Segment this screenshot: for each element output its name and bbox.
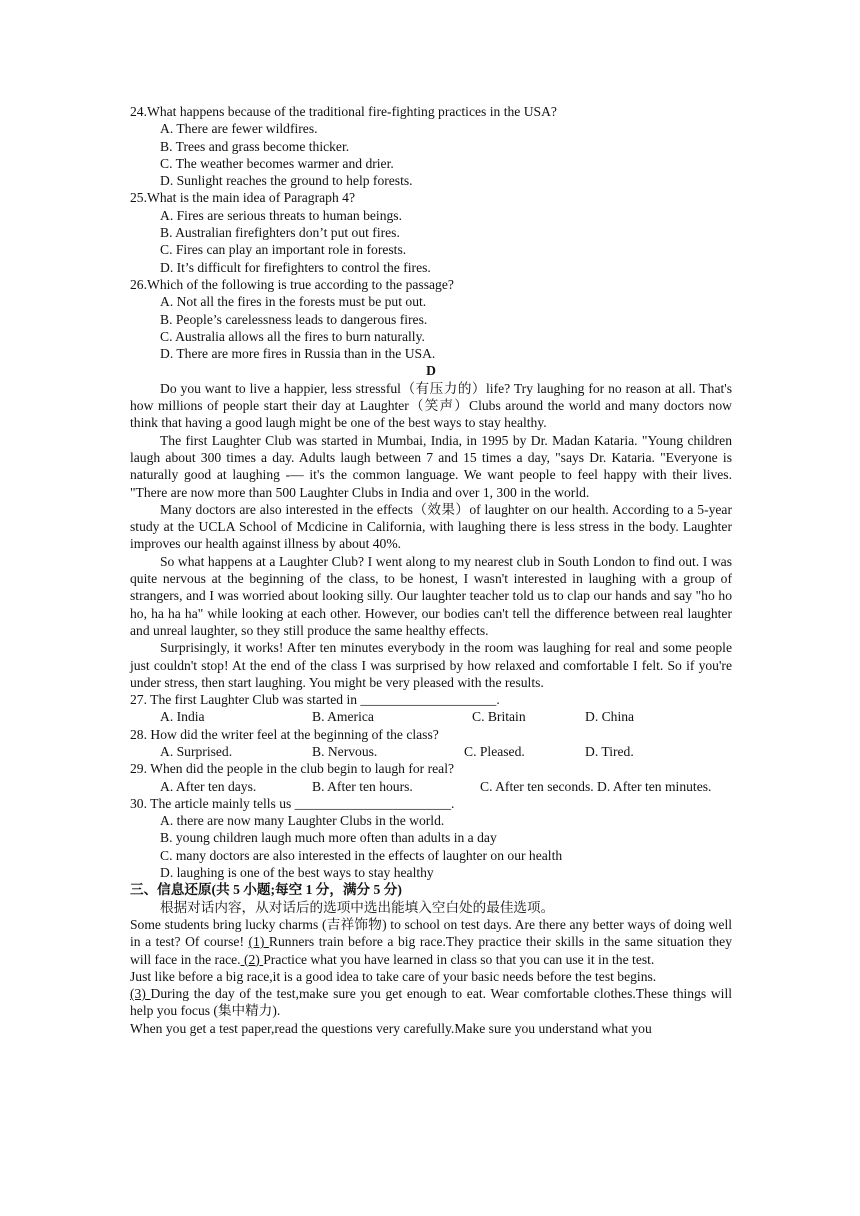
question-30-option-a: A. there are now many Laughter Clubs in the world. [160, 813, 445, 829]
question-25-option-c: C. Fires can play an important role in forests. [160, 242, 407, 258]
question-29-options [130, 778, 732, 795]
question-25-stem: 25.What is the main idea of Paragraph 4? [130, 190, 355, 206]
document-page [130, 103, 732, 1037]
question-26-option-b: B. People’s carelessness leads to dangerous fires. [160, 311, 428, 327]
question-24-option-d: D. Sunlight reaches the ground to help forests. [160, 173, 413, 189]
question-27-option-a: A. India [160, 709, 205, 725]
section-3-p1-text-c: Practice what you have learned in class so that you can use it in the test. [263, 951, 655, 967]
blank-3: (3) [130, 986, 151, 1002]
passage-paragraph-1: Do you want to live a happier, less stressful（有压力的）life? Try laughing for no reason at all. That's how millions of people start their day at Laughter（笑声）Clubs around the world and many doctors now think that having a good laugh might be one of the best ways to stay healthy. [130, 380, 732, 431]
passage-paragraph-3: Many doctors are also interested in the effects（效果）of laughter on our health. According to a 5-year study at the UCLA School of Mcdicine in California, with laughing there is less stress in the body. Laughter improves our health against illness by about 40%. [130, 501, 732, 552]
question-28-option-b: B. Nervous. [312, 743, 378, 759]
question-28-option-a: A. Surprised. [160, 743, 233, 759]
question-29-option-b: B. After ten hours. [312, 778, 413, 794]
section-3-p1-text-b: Runners train before a big race.They practice their skills in the same situation they will face in the race. [130, 934, 733, 967]
section-3-heading: 三、信息还原(共 5 小题;每空 1 分，满分 5 分) [130, 882, 402, 898]
question-29-stem: 29. When did the people in the club begin to laugh for real? [130, 761, 455, 777]
section-3-paragraph-1 [130, 916, 732, 968]
question-27-option-c: C. Britain [472, 709, 526, 725]
question-24-option-c: C. The weather becomes warmer and drier. [160, 155, 394, 171]
passage-paragraph-5: Surprisingly, it works! After ten minutes everybody in the room was laughing for real and some people just couldn't stop! At the end of the class I was surprised by how relaxed and comfortable I felt. So if you're under stress, then start laughing. You might be very pleased with the results. [130, 640, 732, 690]
question-28-options [130, 743, 732, 760]
passage-paragraph-4: So what happens at a Laughter Club? I went along to my nearest club in South London to find out. I was quite nervous at the beginning of the class, to be honest, I wasn't interested in laughing with a group of strangers, and I was worried about looking silly. Our laughter teacher told us to clap our hands and say "ho ho ho, ha ha ha" while looking at each other. However, our bodies can't tell the difference between real laughter and unreal laughter, so they still produce the same healthy effects. [130, 553, 732, 638]
question-26-option-a: A. Not all the fires in the forests must be put out. [160, 294, 427, 310]
question-24-stem: 24.What happens because of the traditional fire-fighting practices in the USA? [130, 104, 557, 119]
question-29-option-a: A. After ten days. [160, 778, 257, 794]
question-26-option-c: C. Australia allows all the fires to burn naturally. [160, 328, 425, 344]
question-28-option-d: D. Tired. [585, 743, 634, 759]
passage-paragraph-2: The first Laughter Club was started in Mumbai, India, in 1995 by Dr. Madan Kataria. "Young children laugh about 300 times a day. Adults laugh between 7 and 15 times a day, "says Dr. Kataria. "Everyone is naturally good at laughing -— it's the common language. We want people to feel happy with their lives. "There are now more than 500 Laughter Clubs in India and over 1, 300 in the world. [130, 432, 732, 500]
section-3-p3-text: During the day of the test,make sure you get enough to eat. Wear comfortable clothes.These things will help you focus (集中精力). [130, 986, 733, 1019]
section-3-p1-text-a: Some students bring lucky charms (吉祥饰物) to school on test days. Are there any better ways of doing well in a test? Of course! [130, 916, 732, 950]
question-30-stem: 30. The article mainly tells us _______________________. [130, 795, 455, 811]
question-30-option-c: C. many doctors are also interested in the effects of laughter on our health [160, 847, 563, 863]
section-d-heading: D [426, 363, 436, 379]
question-27-stem: 27. The first Laughter Club was started in ____________________. [130, 692, 500, 708]
question-24-option-a: A. There are fewer wildfires. [160, 121, 318, 137]
question-25-option-a: A. Fires are serious threats to human beings. [160, 207, 402, 223]
question-28-option-c: C. Pleased. [464, 743, 525, 759]
section-3-instruction: 根据对话内容，从对话后的选项中选出能填入空白处的最佳选项。 [160, 899, 555, 915]
section-3-paragraph-2: Just like before a big race,it is a good idea to take care of your basic needs before the test begins. [130, 968, 657, 984]
question-25-option-b: B. Australian firefighters don’t put out fires. [160, 225, 400, 241]
question-27-option-d: D. China [585, 709, 635, 725]
question-27-option-b: B. America [312, 709, 374, 725]
question-26-option-d: D. There are more fires in Russia than in the USA. [160, 346, 436, 362]
question-28-stem: 28. How did the writer feel at the beginning of the class? [130, 726, 439, 742]
question-29-option-c-d: C. After ten seconds. D. After ten minutes. [480, 778, 712, 794]
section-3-paragraph-3 [130, 985, 732, 1020]
blank-1: (1) [248, 934, 269, 950]
question-30-option-b: B. young children laugh much more often than adults in a day [160, 830, 497, 846]
question-30-option-d: D. laughing is one of the best ways to stay healthy [160, 865, 434, 881]
question-24-option-b: B. Trees and grass become thicker. [160, 138, 350, 154]
question-26-stem: 26.Which of the following is true according to the passage? [130, 276, 454, 292]
section-3-paragraph-4: When you get a test paper,read the questions very carefully.Make sure you understand what you [130, 1020, 652, 1036]
question-27-options [130, 708, 732, 725]
question-25-option-d: D. It’s difficult for firefighters to control the fires. [160, 259, 431, 275]
blank-2: (2) [240, 951, 264, 967]
